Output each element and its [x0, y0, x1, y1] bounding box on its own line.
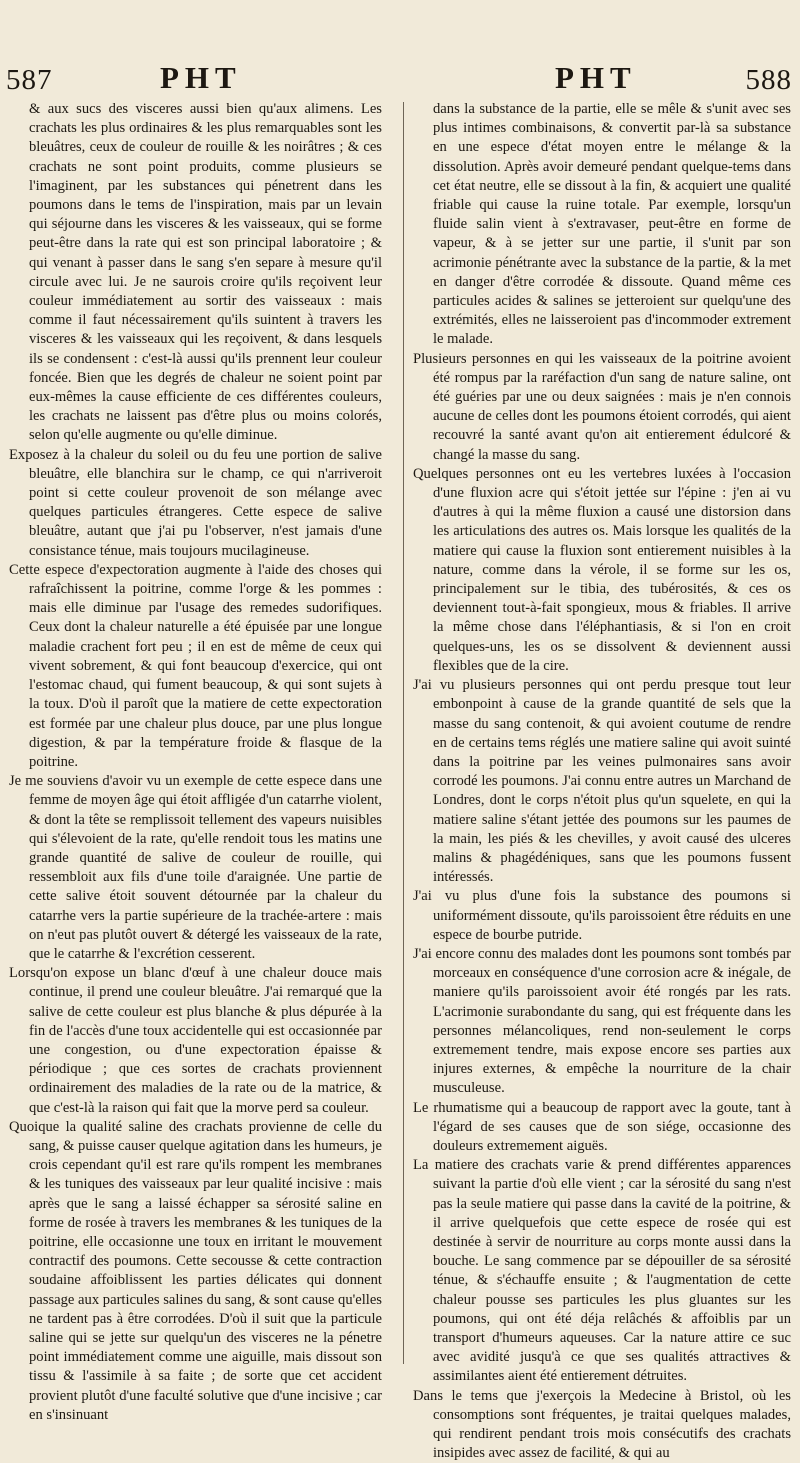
paragraph: Exposez à la chaleur du soleil ou du feu une portion de salive bleuâtre, elle blanchira sur le champ, ce qui n'arriveroit point si cette couleur provenoit de son mélange avec quelques particules étrangeres. Cette espece de salive bleuâtre, autant que j'ai pu l'observer, n'est jamais d'une consistance ténue, mais toujours mucilagineuse.: [9, 446, 382, 559]
paragraph: Lorsqu'on expose un blanc d'œuf à une chaleur douce mais continue, il prend une couleur bleuâtre. J'ai remarqué que la salive de cette couleur est plus blanche & plus dépurée à la fin de l'accès d'une toux accidentelle qui est occasionnée par une congestion, ou d'une expectoration épaisse & périodique ; que ces sortes de crachats proviennent ordinairement des maladies de la rate ou de la matrice, & que c'est-là la raison qui fait que la morve perd sa couleur.: [9, 965, 382, 1116]
paragraph: Plusieurs personnes en qui les vaisseaux de la poitrine avoient été rompus par la raréfaction d'un sang de nature saline, ont été guéries par une ou deux saignées : mais je n'en connois aucune de celles dont les poumons étoient corrodés, qui aient recouvré la santé avant qu'on ait entierement édulcoré & changé la masse du sang.: [413, 350, 791, 463]
paragraph: & aux sucs des visceres aussi bien qu'aux alimens. Les crachats les plus ordinaires & les plus remarquables sont les bleuâtres, ceux de couleur de rouille & les noirâtres ; & ces crachats ne sont point produits, comme plusieurs se l'imaginent, par les substances qui pénetrent dans les poumons dans le tems de l'inspiration, mais par un levain qui séjourne dans les visceres & les vaisseaux, qui se forme peut-être dans la rate qui est son principal laboratoire ; & qui venant à passer dans le sang s'en separe à mesure qu'il circule avec lui. Je ne saurois croire qu'ils reçoivent leur couleur immédiatement au sortir des vaisseaux : mais comme il faut nécessairement qu'ils suintent à travers les visceres & les vaisseaux qui les reçoivent, & dans lesquels ils se condensent : c'est-là aussi qu'ils prennent leur couleur foncée. Bien que les degrés de chaleur ne soient point par eux-mêmes la cause efficiente de ces différentes couleurs, les crachats ne laissent pas d'être plus ou moins colorés, selon qu'elle augmente ou qu'elle diminue.: [29, 101, 382, 444]
left-page-number: 587: [6, 64, 53, 96]
right-running-head: PHT: [555, 60, 637, 95]
page-header: [0, 58, 800, 102]
right-page-number: 588: [745, 64, 792, 96]
paragraph: La matiere des crachats varie & prend différentes apparences suivant la partie d'où elle vient ; car la sérosité du sang n'est pas la seule matiere qui passe dans la cavité de la poitrine, & il arrive quelquefois que cette espece de rosée qui est destinée à servir de nourriture au corps monte aussi dans la bouche. Le sang commence par se dépouiller de sa sérosité ténue, & s'échauffe ensuite ; & l'augmentation de cette chaleur pousse ses particules les plus gluantes sur les poumons, qui ont été déja relâchés & affoiblis par un transport d'humeurs aqueuses. Car la nature attire ce suc avec avidité jusqu'à ce que ses qualités attractives & assimilantes aient été entierement détruites.: [413, 1157, 791, 1385]
paragraph: Le rhumatisme qui a beaucoup de rapport avec la goute, tant à l'égard de ses causes que de son siége, occasionne des douleurs extremement aiguës.: [413, 1099, 791, 1154]
right-column: [413, 100, 791, 1463]
paragraph: Quoique la qualité saline des crachats provienne de celle du sang, & puisse causer quelque agitation dans les humeurs, je crois cependant qu'il est rare qu'ils rompent les membranes & les tuniques des vaisseaux par leur qualité incisive : mais après que le sang a laissé échapper sa sérosité saline en forme de rosée à travers les membranes & les tuniques de la poitrine, elle occasionne une toux en irritant le mouvement contractif des poumons. Cette secousse & cette contraction soudaine affoiblissent les parties délicates qui donnent passage aux particules salines du sang, & sont cause qu'elles ne tardent pas à être corrodées. D'où il suit que la particule saline qui se jette sur quelqu'un des visceres ne la pénetre point immédiatement comme une aiguille, mais dissout son tissu & l'assimile à sa faite ; de sorte que cet accident provient plutôt d'une faculté solutive que d'une incisive ; car en s'insinuant: [9, 1118, 383, 1423]
paragraph: J'ai vu plusieurs personnes qui ont perdu presque tout leur embonpoint à cause de la grande quantité de sels que la masse du sang contenoit, & qui avoient coutume de rendre en de certains tems réglés une matiere saline qui avoit suinté dans la poitrine par les veines pulmonaires sans avoir corrodé les poumons. J'ai connu entre autres un Marchand de Londres, dont le corps n'étoit plus qu'un squelete, en qui la matiere saline s'étant jettée des poumons sur les paumes de la main, les piés & les chevilles, y avoit causé des ulceres malins & phagédéniques, sans que les poumons fussent intéressés.: [413, 677, 791, 886]
paragraph: Je me souviens d'avoir vu un exemple de cette espece dans une femme de moyen âge qui étoit affligée d'un catarrhe violent, & dont la tête se remplissoit tellement des vapeurs nuisibles qui s'élevoient de la rate, qu'elle rendoit tous les matins une grande quantité de salive de couleur de rouille, qui ressembloit aux fils d'une toile d'araignée. Une partie de cette salive étoit souvent détournée par la chaleur du catarrhe vers la partie supérieure de la trachée-artere : mais on n'eut pas plutôt ouvert & détergé les vaisseaux de la rate, que le catarrhe & l'excrétion cesserent.: [9, 773, 382, 962]
paragraph: Dans le tems que j'exerçois la Medecine à Bristol, où les consomptions sont fréquentes, je traitai quelques malades, qui rendirent pendant trois mois consécutifs des crachats insipides avec assez de facilité, & qui au: [413, 1387, 791, 1462]
paragraph: J'ai vu plus d'une fois la substance des poumons si uniformément dissoute, qu'ils paroissoient être réduits en une espece de bourbe putride.: [413, 888, 791, 943]
paragraph: J'ai encore connu des malades dont les poumons sont tombés par morceaux en conséquence d'une corrosion acre & inégale, de maniere qu'ils paroissoient avoir été rongés par les rats. L'acrimonie surabondante du sang, qui est fréquente dans les personnes mélancoliques, rend non-seulement le corps extremement tendre, mais expose encore ses parties aux injures externes, & empêche la nourriture de la chair musculeuse.: [413, 945, 791, 1097]
left-column: [9, 100, 382, 1425]
left-running-head: PHT: [160, 60, 242, 95]
paragraph: dans la substance de la partie, elle se mêle & s'unit avec ses plus intimes combinaisons, & convertit par-là sa substance en une espece d'état moyen entre le mélange & la dissolution. Après avoir demeuré pendant quelque-tems dans cet état neutre, elle se dissout à la fin, & acquiert une qualité friable qui cause la ruine totale. Par exemple, lorsqu'un fluide salin vient à s'extravaser, peut-être en forme de vapeur, & à se jetter sur une partie, il s'unit par son acrimonie pénétrante avec la substance de la partie, & la met en danger d'être corrodée & dissoute. Quand même ces particules acides & salines se jetteroient sur quelqu'une des extrémités, elles ne laisseroient pas d'incommoder extrement le malade.: [433, 101, 791, 348]
paragraph: Cette espece d'expectoration augmente à l'aide des choses qui rafraîchissent la poitrine, comme l'orge & les pommes : mais elle diminue par l'usage des remedes sudorifiques. Ceux dont la chaleur naturelle a été épuisée par une longue maladie crachent fort peu ; il en est de même de ceux qui vivent sobrement, & qui font beaucoup d'exercice, qui ont l'estomac chaud, qui fument beaucoup, & qui sont sujets à la toux. D'où il paroît que la matiere de cette expectoration est formée par une chaleur plus douce, par une plus longue digestion, & par la température froide & flasque de la poitrine.: [9, 561, 382, 770]
column-divider: [403, 102, 404, 1364]
paragraph: Quelques personnes ont eu les vertebres luxées à l'occasion d'une fluxion acre qui s'étoit jettée sur l'épine : j'en ai vu d'autres à qui la même fluxion a causé une distorsion dans les articulations des autres os. Mais lorsque les qualités de la matiere qui cause la fluxion sont entierement nuisibles à la nature, comme dans la vérole, il se forme sur les os, principalement sur le tibia, des tubérosités, & ces os deviennent tout-à-fait spongieux, mous & friables. Il arrive la même chose dans l'éléphantiasis, & si l'on en croit quelques-uns, les os se dissolvent & deviennent aussi flexibles que de la cire.: [413, 465, 791, 674]
